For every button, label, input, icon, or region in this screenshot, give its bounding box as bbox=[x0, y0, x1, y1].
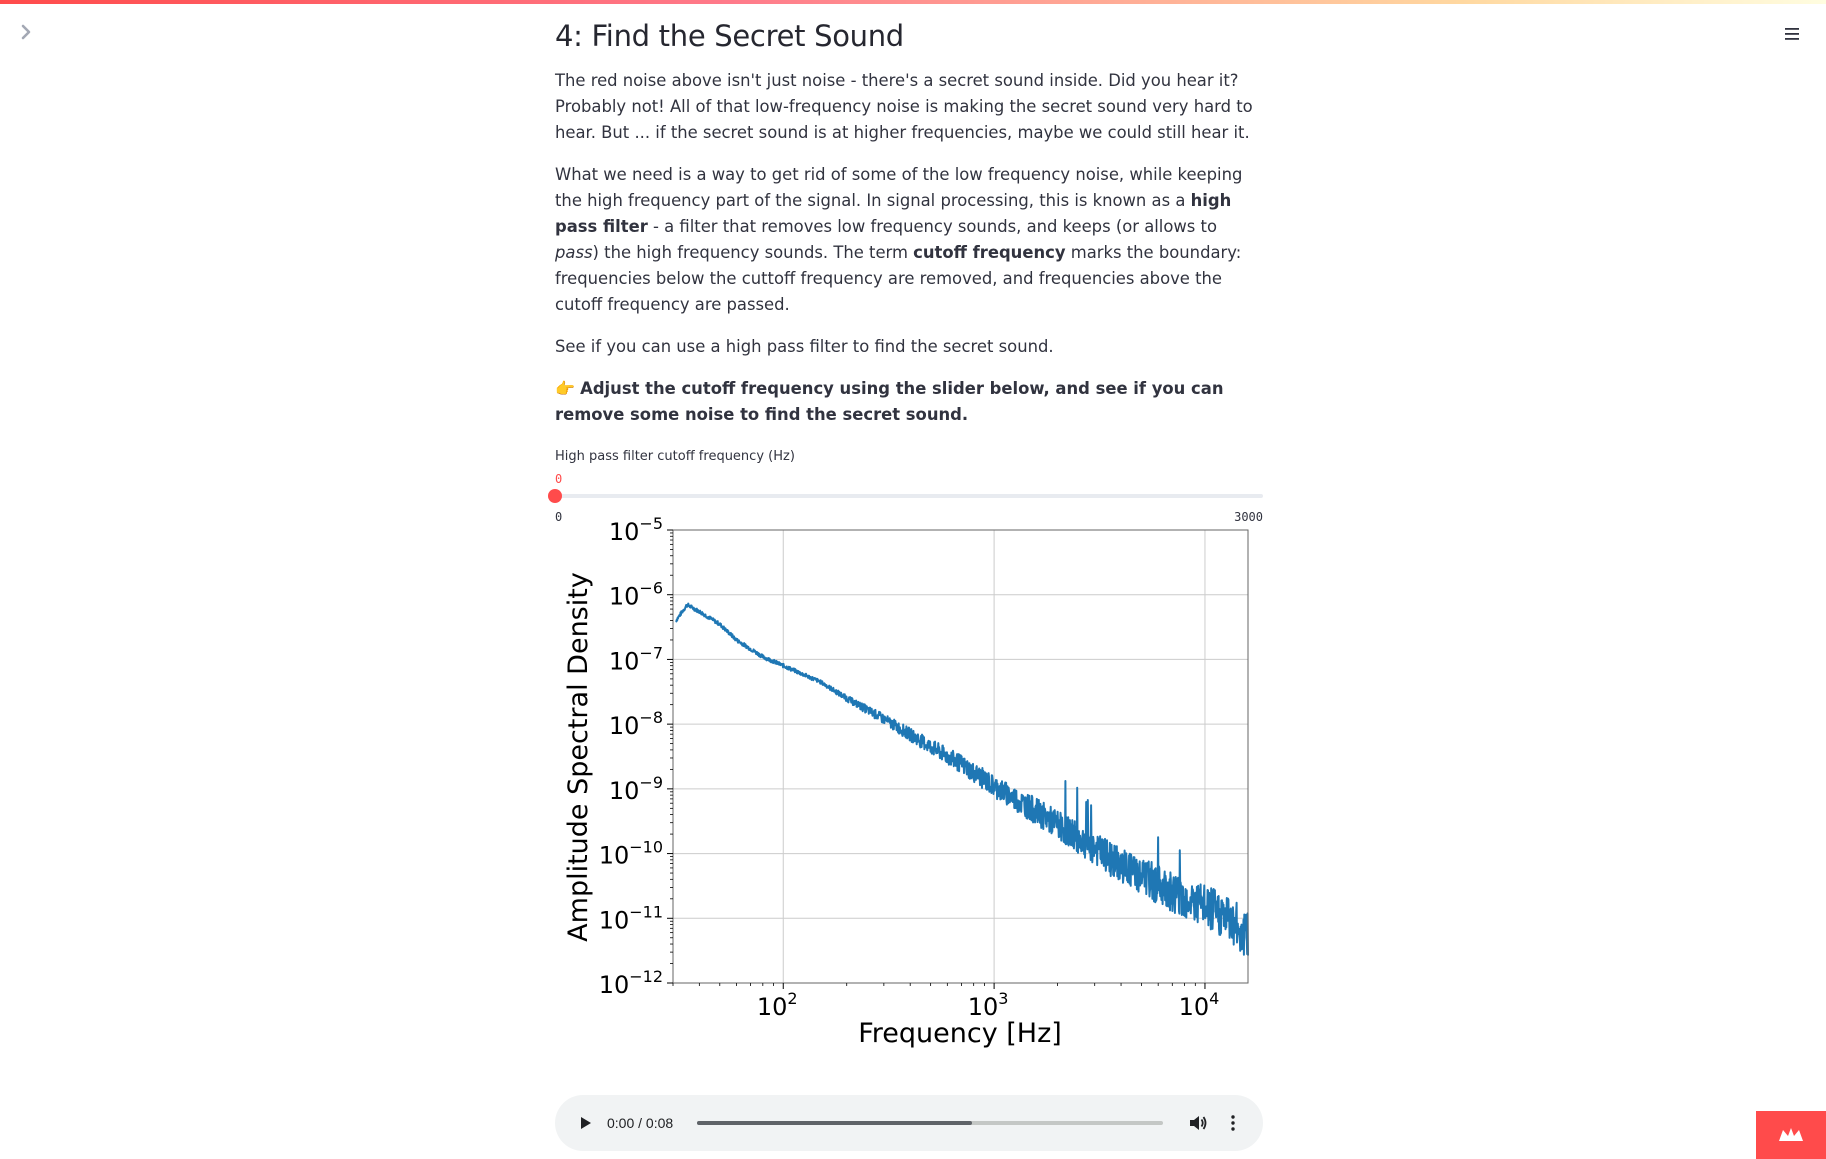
p2-text-c: - a filter that removes low frequency sounds, and keeps (or allows to bbox=[647, 217, 1218, 236]
y-tick-label: $10^{-11}$ bbox=[598, 902, 663, 935]
audio-player[interactable] bbox=[555, 1095, 1263, 1151]
slider-track[interactable] bbox=[555, 494, 1263, 498]
intro-paragraph-3: See if you can use a high pass filter to find the secret sound. bbox=[555, 337, 1054, 356]
term-high-pass-filter: high pass filter bbox=[555, 191, 1232, 236]
audio-progress-fill bbox=[697, 1121, 972, 1125]
volume-icon bbox=[1188, 1114, 1208, 1132]
x-tick-label: $10^2$ bbox=[756, 989, 798, 1021]
y-tick-label: $10^{-6}$ bbox=[608, 578, 663, 611]
intro-paragraph-2 bbox=[555, 162, 1263, 318]
slider-max-label: 3000 bbox=[1234, 510, 1263, 524]
intro-paragraph-1: The red noise above isn't just noise - there's a secret sound inside. Did you hear it? Probably not! All of that low-frequency noise is making the secret sound very hard to hear. But ... if the secret sound is at higher frequencies, maybe we could still hear it. bbox=[555, 71, 1253, 142]
p2-text-a: What we need is a way to get rid of some of the low frequency noise, while keeping the high frequency part of the signal. In signal processing, this is known as a bbox=[555, 165, 1243, 210]
audio-play-button[interactable] bbox=[575, 1112, 597, 1134]
y-tick-label: $10^{-8}$ bbox=[608, 708, 663, 741]
x-tick-label: $10^3$ bbox=[967, 989, 1009, 1021]
main-content bbox=[555, 14, 1263, 528]
main-menu-button[interactable] bbox=[1778, 20, 1806, 48]
y-axis-label: Amplitude Spectral Density bbox=[563, 572, 594, 942]
slider-current-value: 0 bbox=[555, 472, 563, 486]
slider-label: High pass filter cutoff frequency (Hz) bbox=[555, 449, 795, 464]
p2-text-g: marks the boundary: frequencies below the cuttoff frequency are removed, and frequencies above the cutoff frequency are passed. bbox=[555, 243, 1242, 314]
y-tick-label: $10^{-5}$ bbox=[608, 514, 663, 546]
slider-thumb[interactable] bbox=[548, 489, 562, 503]
audio-time: 0:00 / 0:08 bbox=[607, 1115, 674, 1131]
y-tick-label: $10^{-7}$ bbox=[608, 643, 663, 676]
sidebar-toggle-button[interactable] bbox=[14, 20, 38, 44]
page-title: 4: Find the Secret Sound bbox=[555, 19, 904, 53]
top-decoration-bar bbox=[0, 0, 1826, 4]
y-tick-label: $10^{-9}$ bbox=[608, 772, 663, 805]
audio-more-options-button[interactable] bbox=[1223, 1112, 1243, 1134]
x-axis-label: Frequency [Hz] bbox=[858, 1018, 1062, 1049]
instruction-text: Adjust the cutoff frequency using the slider below, and see if you can remove some noise to find the secret sound. bbox=[555, 379, 1224, 424]
asd-chart-svg bbox=[555, 512, 1263, 1052]
play-icon bbox=[580, 1116, 592, 1130]
y-tick-label: $10^{-10}$ bbox=[598, 837, 663, 870]
term-cutoff-frequency: cutoff frequency bbox=[913, 243, 1066, 262]
y-tick-label: $10^{-12}$ bbox=[598, 967, 663, 999]
instruction-paragraph bbox=[555, 376, 1263, 428]
p2-text-e: ) the high frequency sounds. The term bbox=[592, 243, 914, 262]
asd-chart bbox=[555, 512, 1263, 1052]
slider-min-label: 0 bbox=[555, 510, 563, 524]
hamburger-menu-icon bbox=[1784, 27, 1800, 41]
backhand-index-pointing-right-icon: 👉 bbox=[555, 379, 575, 398]
x-tick-label: $10^4$ bbox=[1178, 989, 1220, 1021]
streamlit-badge[interactable] bbox=[1756, 1111, 1826, 1159]
chevron-right-icon bbox=[19, 24, 33, 40]
audio-progress-bar[interactable] bbox=[697, 1121, 1163, 1125]
audio-volume-button[interactable] bbox=[1185, 1112, 1211, 1134]
streamlit-crown-icon bbox=[1777, 1126, 1805, 1144]
asd-series-line bbox=[676, 604, 1248, 956]
term-pass: pass bbox=[555, 243, 593, 262]
more-vertical-icon bbox=[1231, 1115, 1235, 1131]
